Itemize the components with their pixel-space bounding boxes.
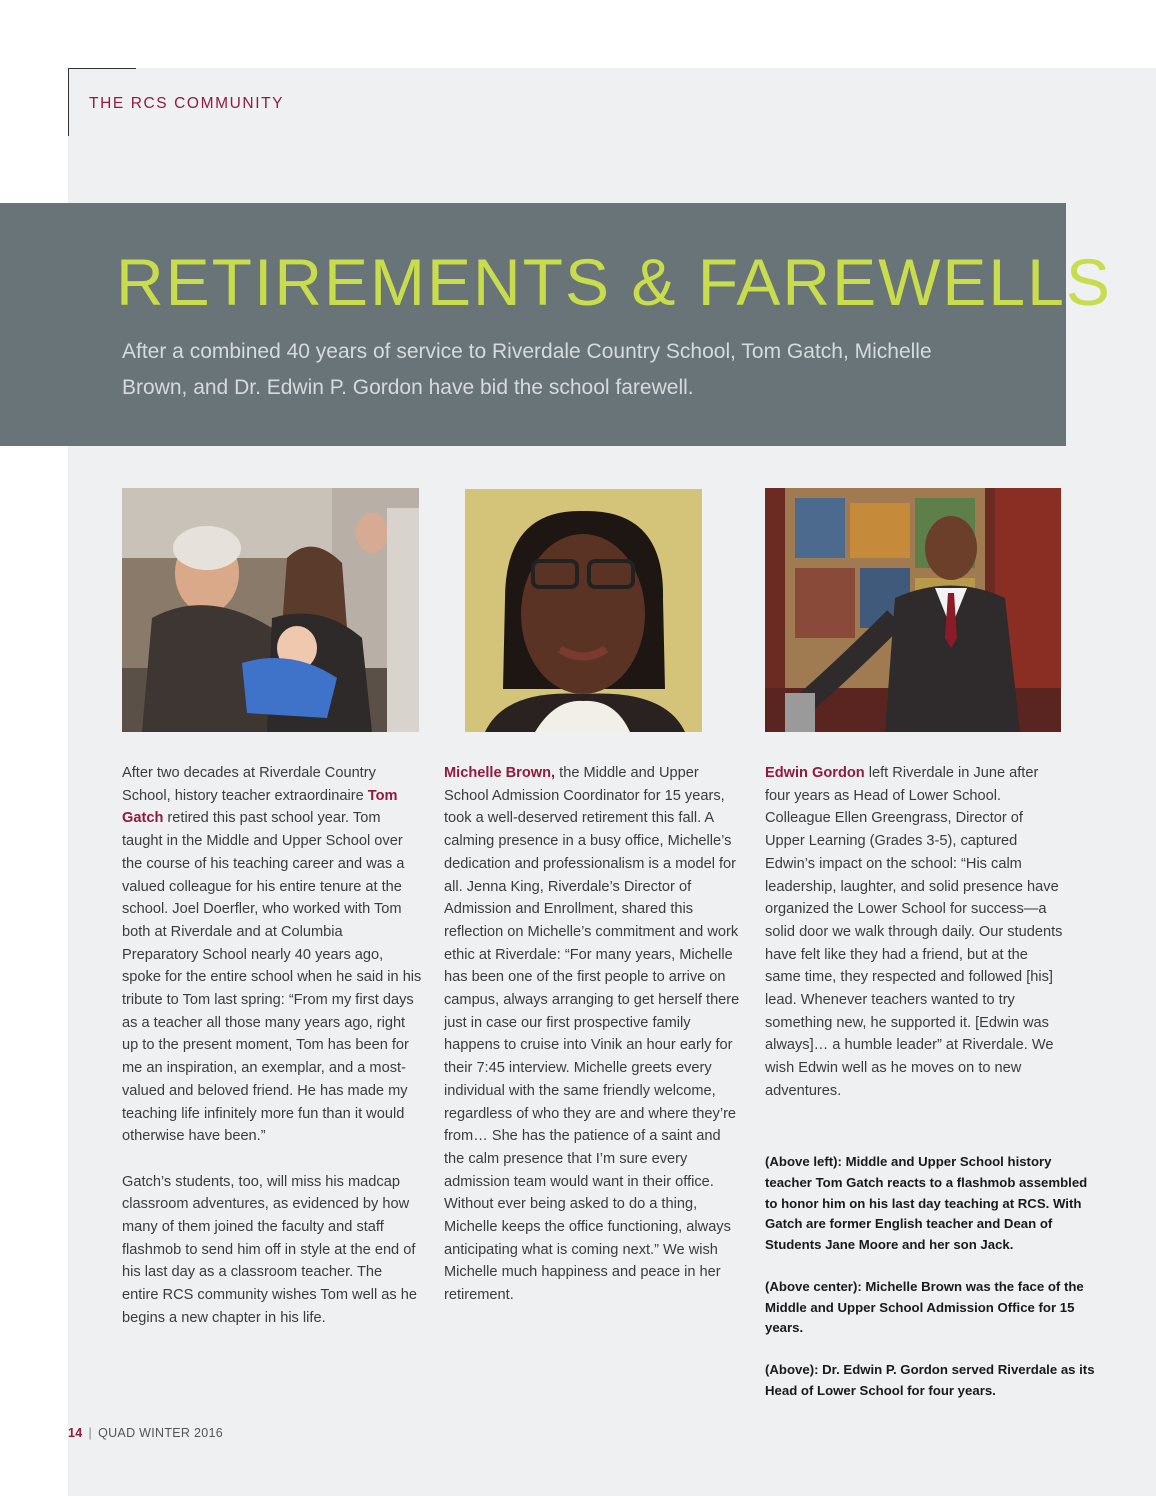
michelle-brown-paragraph: Michelle Brown, the Middle and Upper School Admission Coordinator for 15 years, took a well-deserved retirement this fall. A calming presence in a busy office, Michelle’s dedication and professionalism is a model for all. Jenna King, Riverdale’s Director of Admission and Enrollment, shared this reflection on Michelle’s commitment and work ethic at Riverdale: “For many years, Michelle has been one of the first people to arrive on campus, always arranging to get herself there just in case our first prospective family happens to cruise into Vinik an hour early for their 7:45 interview. Michelle greets every individual with the same friendly welcome, regardless of who they are and where they’re from… She has the patience of a saint and the calm presence that I’m sure every admission team would want in their office. Without ever being asked to do a thing, Michelle keeps the office functioning, always anticipating what is coming next.” We wish Michelle much happiness and peace in her retirement. bbox=[444, 765, 740, 1304]
caption-right: (Above): Dr. Edwin P. Gordon served Riverdale as its Head of Lower School for four years. bbox=[765, 1361, 1095, 1398]
photo-edwin-gordon bbox=[765, 488, 1061, 732]
page-footer bbox=[68, 1426, 223, 1440]
caption-center: (Above center): Michelle Brown was the face of the Middle and Upper School Admission Office for 15 years. bbox=[765, 1278, 1084, 1336]
caption-left: (Above left): Middle and Upper School history teacher Tom Gatch reacts to a flashmob assembled to honor him on his last day teaching at RCS. With Gatch are former English teacher and Dean of Students Jane Moore and her son Jack. bbox=[765, 1154, 1088, 1253]
tom-gatch-name: Tom Gatch bbox=[122, 787, 398, 827]
tom-gatch-paragraph-2: Gatch’s students, too, will miss his madcap classroom adventures, as evidenced by how many of them joined the faculty and staff flashmob to send him off in style at the end of his last day as a classroom teacher. The entire RCS community wishes Tom well as he begins a new chapter in his life. bbox=[122, 1173, 417, 1326]
edwin-gordon-name: Edwin Gordon bbox=[765, 765, 865, 781]
page-title: RETIREMENTS & FAREWELLS bbox=[116, 245, 1112, 319]
edwin-gordon-paragraph: Edwin Gordon left Riverdale in June after four years as Head of Lower School. Colleague Ellen Greengrass, Director of Upper Learning (Grades 3-5), captured Edwin’s impact on the school: “His calm leadership, laughter, and solid presence have organized the Lower School for success—a solid door we walk through daily. Our students have felt like they had a friend, but at the same time, they respected and followed [his] lead. Whenever teachers wanted to try something new, he supported it. [Edwin was always]… a humble leader” at Riverdale. We wish Edwin well as he moves on to new adventures. bbox=[765, 765, 1063, 1099]
column-michelle-brown bbox=[444, 762, 744, 1330]
page-subtitle: After a combined 40 years of service to Riverdale Country School, Tom Gatch, Michelle Brown, and Dr. Edwin P. Gordon have bid the school farewell. bbox=[122, 340, 932, 399]
corner-rule-vertical bbox=[68, 68, 69, 136]
tom-gatch-paragraph-1: After two decades at Riverdale Country School, history teacher extraordinaire Tom Gatch retired this past school year. Tom taught in the Middle and Upper School over the course of his teaching career and was a valued colleague for his entire tenure at the school. Joel Doerfler, who worked with Tom both at Riverdale and at Columbia Preparatory School nearly 40 years ago, spoke for the entire school when he said in his tribute to Tom last spring: “From my first days as a teacher all those many years ago, right up to the present moment, Tom has been for me an inspiration, an exemplar, and a most-valued and beloved friend. He has made my teaching life infinitely more fun than it would otherwise have been.” bbox=[122, 765, 422, 1145]
corner-rule-horizontal bbox=[68, 68, 136, 69]
section-label: THE RCS COMMUNITY bbox=[89, 95, 285, 112]
photo-michelle-brown bbox=[465, 489, 702, 732]
title-banner bbox=[0, 203, 1112, 446]
publication-name: QUAD WINTER 2016 bbox=[98, 1426, 224, 1440]
photo-captions bbox=[765, 1152, 1100, 1422]
column-tom-gatch bbox=[122, 762, 422, 1352]
michelle-brown-name: Michelle Brown, bbox=[444, 765, 556, 781]
page-number: 14 bbox=[68, 1426, 83, 1440]
photo-tom-gatch bbox=[122, 488, 419, 732]
footer-separator: | bbox=[88, 1426, 93, 1440]
column-edwin-gordon bbox=[765, 762, 1063, 1125]
